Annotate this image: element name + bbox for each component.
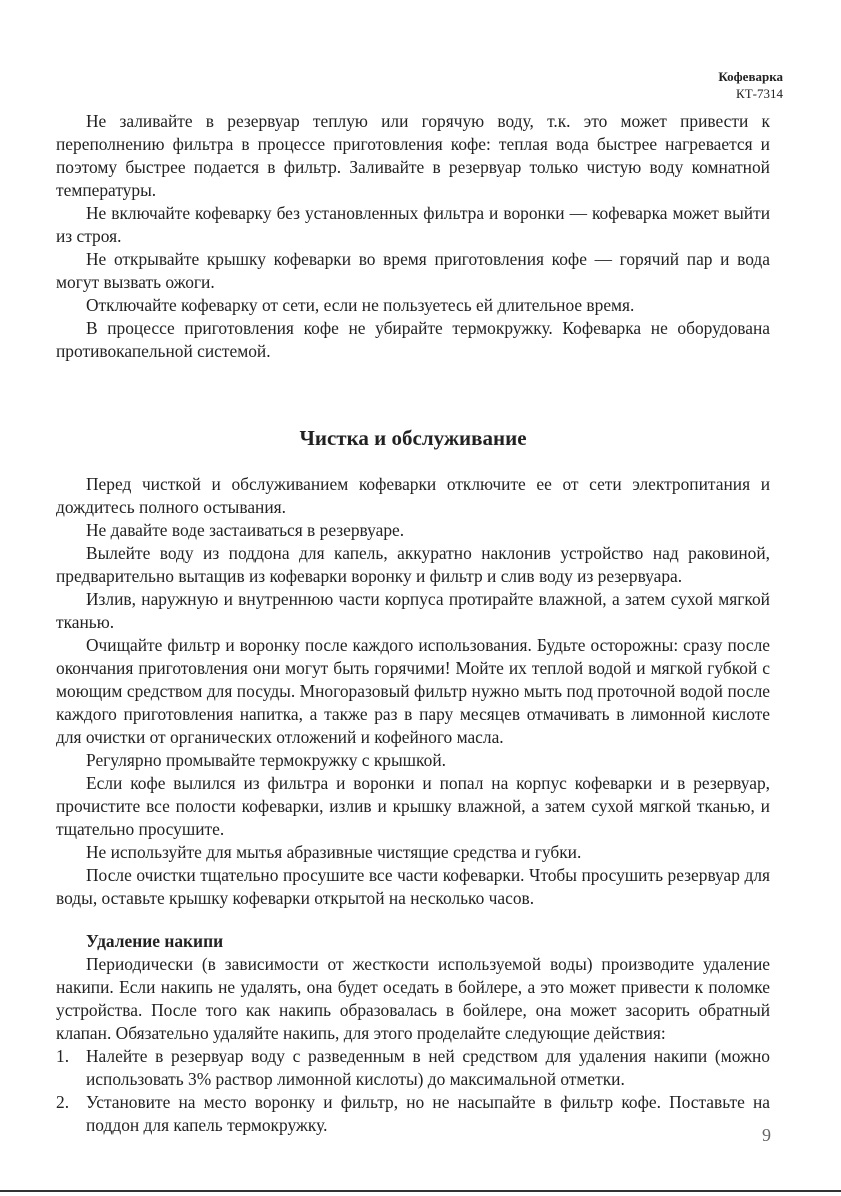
- bottom-border: [0, 1190, 841, 1192]
- paragraph: Не используйте для мытья абразивные чистящие средства и губки.: [86, 842, 582, 862]
- list-item-text: Налейте в резервуар воду с разведенным в ней средством для удаления накипи (можно использовать 3% раствор лимонной кислоты) до максимальной отметки.: [86, 1046, 770, 1089]
- paragraph: Вылейте воду из поддона для капель, аккуратно наклонив устройство над раковиной, предварительно вытащив из кофеварки воронку и фильтр и слив воду из резервуара.: [56, 543, 770, 586]
- list-item-text: Установите на место воронку и фильтр, но не насыпайте в фильтр кофе. Поставьте на поддон для капель термокружку.: [86, 1092, 770, 1135]
- intro-section: [56, 110, 770, 363]
- paragraph: Не заливайте в резервуар теплую или горячую воду, т.к. это может привести к переполнению фильтра в процессе приготовления кофе: теплая вода быстрее нагревается и поэтому быстрее подается в фильтр. Заливайте в резервуар только чистую воду комнатной температуры.: [56, 111, 770, 200]
- paragraph: Очищайте фильтр и воронку после каждого использования. Будьте осторожны: сразу после окончания приготовления они могут быть горячими! Мойте их теплой водой и мягкой губкой с моющим средством для посуды. Многоразовый фильтр нужно мыть под проточной водой после каждого приготовления напитка, а также раз в пару месяцев отмачивать в лимонной кислоте для очистки от органических отложений и кофейного масла.: [56, 635, 770, 747]
- header-model-number: КТ-7314: [736, 86, 783, 101]
- page-content: [56, 110, 770, 1137]
- list-item-number: 1.: [56, 1046, 70, 1066]
- paragraph: Не давайте воде застаиваться в резервуаре.: [86, 520, 405, 540]
- paragraph: Периодически (в зависимости от жесткости используемой воды) производите удаление накипи. Если накипь не удалять, она будет оседать в бойлере, а это может привести к поломке устройства. После того как накипь образовалась в бойлере, она может засорить обратный клапан. Обязательно удаляйте накипь, для этого проделайте следующие действия:: [56, 954, 770, 1043]
- paragraph: Перед чисткой и обслуживанием кофеварки отключите ее от сети электропитания и дождитесь полного остывания.: [56, 474, 770, 517]
- descaling-steps-list: [56, 1045, 770, 1137]
- list-item-number: 2.: [56, 1092, 70, 1112]
- cleaning-section: [56, 473, 770, 910]
- paragraph: Не включайте кофеварку без установленных фильтра и воронки — кофеварка может выйти из строя.: [56, 203, 770, 246]
- paragraph: Если кофе вылился из фильтра и воронки и попал на корпус кофеварки и в резервуар, прочистите все полости кофеварки, излив и крышку влажной, а затем сухой мягкой тканью, и тщательно просушите.: [56, 773, 770, 839]
- paragraph: Регулярно промывайте термокружку с крышкой.: [86, 750, 446, 770]
- subheading: Удаление накипи: [86, 931, 224, 951]
- list-item: [56, 1091, 770, 1137]
- header-product-name: Кофеварка: [718, 69, 783, 84]
- paragraph: Отключайте кофеварку от сети, если не пользуетесь ей длительное время.: [86, 295, 635, 315]
- paragraph: В процессе приготовления кофе не убирайте термокружку. Кофеварка не оборудована противокапельной системой.: [56, 318, 770, 361]
- paragraph: Не открывайте крышку кофеварки во время приготовления кофе — горячий пар и вода могут вызвать ожоги.: [56, 249, 770, 292]
- paragraph: После очистки тщательно просушите все части кофеварки. Чтобы просушить резервуар для воды, оставьте крышку кофеварки открытой на несколько часов.: [56, 865, 770, 908]
- list-item: [56, 1045, 770, 1091]
- section-title: Чистка и обслуживание: [299, 426, 527, 450]
- page-header: [718, 68, 783, 102]
- paragraph: Излив, наружную и внутреннюю части корпуса протирайте влажной, а затем сухой мягкой тканью.: [56, 589, 770, 632]
- page-number: 9: [762, 1125, 771, 1145]
